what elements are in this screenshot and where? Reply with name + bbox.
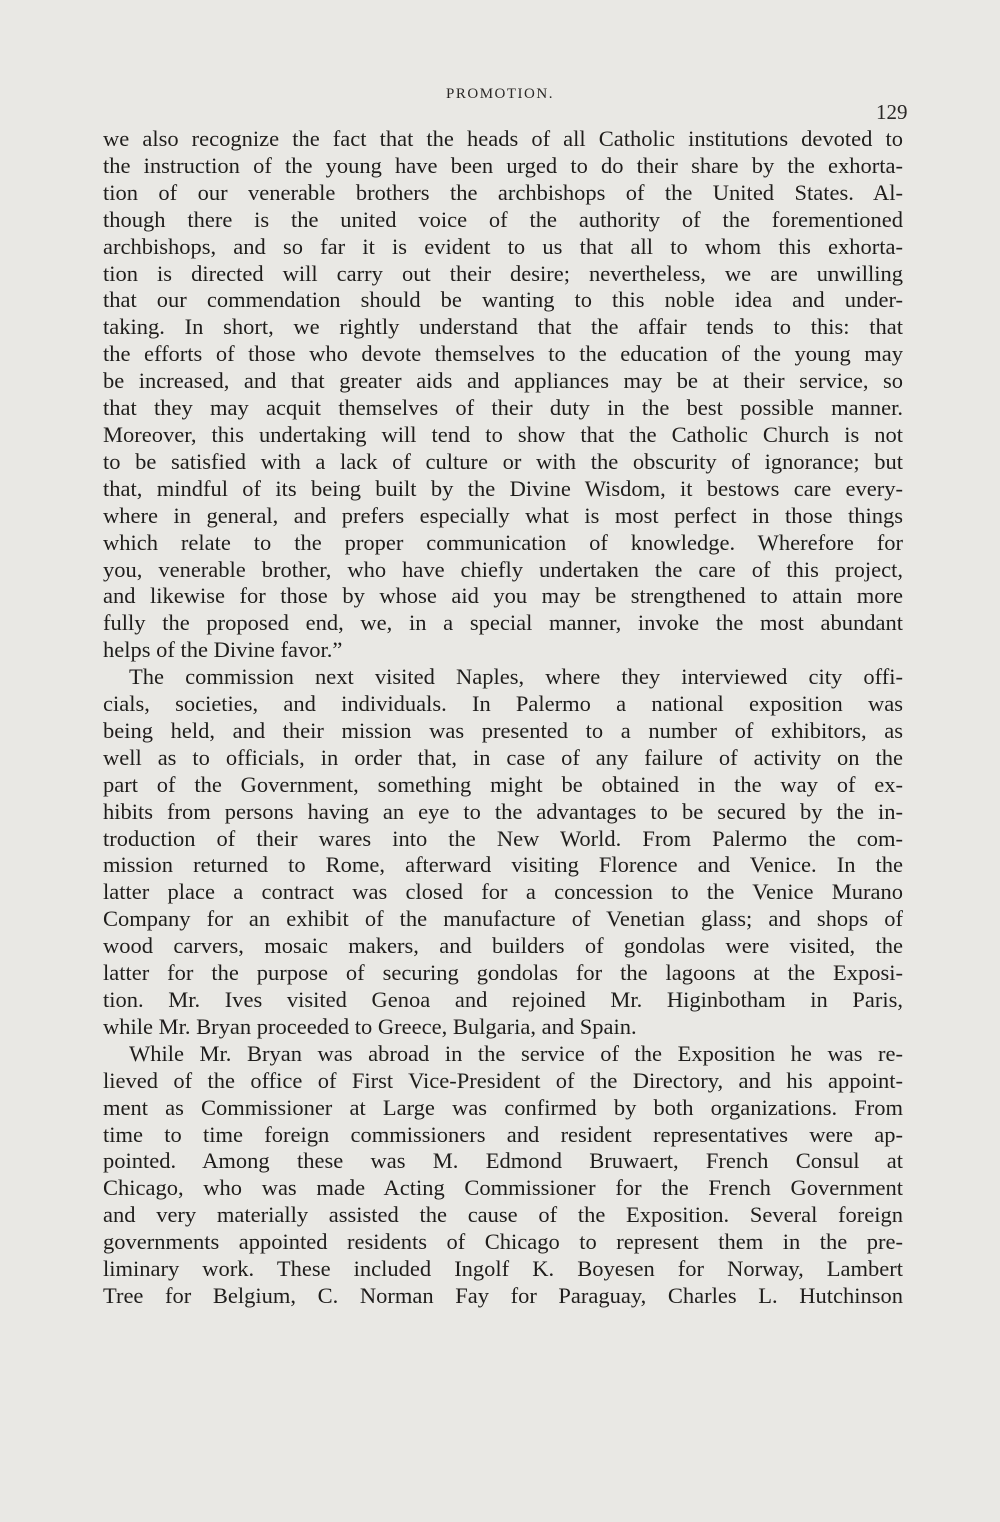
text-line: tion of our venerable brothers the archbishops of the United States. Al- <box>103 179 903 205</box>
text-line: liminary work. These included Ingolf K. Boyesen for Norway, Lambert <box>103 1256 903 1282</box>
text-line: governments appointed residents of Chicago to represent them in the pre- <box>103 1229 903 1255</box>
text-line: Tree for Belgium, C. Norman Fay for Paraguay, Charles L. Hutchinson <box>103 1282 903 1308</box>
text-line: tion. Mr. Ives visited Genoa and rejoined Mr. Higinbotham in Paris, <box>103 987 903 1012</box>
text-line: While Mr. Bryan was abroad in the service of the Exposition he was re- <box>129 1040 903 1066</box>
text-line: though there is the united voice of the authority of the forementioned <box>103 206 903 232</box>
text-line: that our commendation should be wanting to this noble idea and under- <box>103 287 903 313</box>
text-line: that, mindful of its being built by the Divine Wisdom, it bestows care every- <box>103 475 903 501</box>
text-line: lieved of the office of First Vice-President of the Directory, and his appoint- <box>103 1067 903 1093</box>
text-line: the efforts of those who devote themselves to the education of the young may <box>103 341 903 367</box>
text-line: and likewise for those by whose aid you may be strengthened to attain more <box>103 583 903 609</box>
text-line: latter place a contract was closed for a concession to the Venice Murano <box>103 879 903 905</box>
page-number: 129 <box>876 100 908 124</box>
text-line: while Mr. Bryan proceeded to Greece, Bulgaria, and Spain. <box>103 1013 637 1039</box>
text-line: latter for the purpose of securing gondolas for the lagoons at the Exposi- <box>103 960 903 986</box>
text-line: you, venerable brother, who have chiefly undertaken the care of this project, <box>103 556 903 582</box>
text-line: mission returned to Rome, afterward visiting Florence and Venice. In the <box>103 852 903 878</box>
text-line: taking. In short, we rightly understand that the affair tends to this: that <box>103 314 903 340</box>
text-line: which relate to the proper communication of knowledge. Wherefore for <box>103 529 903 555</box>
text-line: well as to officials, in order that, in case of any failure of activity on the <box>103 744 903 770</box>
text-line: part of the Government, something might be obtained in the way of ex- <box>103 771 903 797</box>
body-text <box>103 126 903 1310</box>
text-line: pointed. Among these was M. Edmond Bruwaert, French Consul at <box>103 1148 903 1174</box>
text-line: Moreover, this undertaking will tend to show that the Catholic Church is not <box>103 421 903 447</box>
text-line: and very materially assisted the cause of the Exposition. Several foreign <box>103 1202 903 1228</box>
running-head: PROMOTION. <box>446 86 554 102</box>
text-line: The commission next visited Naples, where they interviewed city offi- <box>129 664 903 690</box>
text-line: the instruction of the young have been urged to do their share by the exhorta- <box>103 152 903 178</box>
text-line: being held, and their mission was presented to a number of exhibitors, as <box>103 717 903 743</box>
text-line: Company for an exhibit of the manufacture of Venetian glass; and shops of <box>103 906 903 932</box>
text-line: cials, societies, and individuals. In Palermo a national exposition was <box>103 691 903 717</box>
text-line: wood carvers, mosaic makers, and builders of gondolas were visited, the <box>103 933 903 959</box>
text-line: hibits from persons having an eye to the advantages to be secured by the in- <box>103 798 903 824</box>
text-line: archbishops, and so far it is evident to us that all to whom this exhorta- <box>103 233 903 259</box>
text-line: tion is directed will carry out their desire; nevertheless, we are unwilling <box>103 260 903 286</box>
text-line: to be satisfied with a lack of culture or with the obscurity of ignorance; but <box>103 448 903 474</box>
text-line: that they may acquit themselves of their duty in the best possible manner. <box>103 395 903 421</box>
text-line: we also recognize the fact that the heads of all Catholic institutions devoted to <box>103 126 903 151</box>
text-line: where in general, and prefers especially what is most perfect in those things <box>103 502 903 528</box>
text-line: be increased, and that greater aids and appliances may be at their service, so <box>103 368 903 394</box>
text-line: ment as Commissioner at Large was confirmed by both organizations. From <box>103 1094 903 1120</box>
text-line: Chicago, who was made Acting Commissioner for the French Government <box>103 1175 903 1201</box>
text-line: helps of the Divine favor.” <box>103 637 343 663</box>
text-line: time to time foreign commissioners and resident representatives were ap- <box>103 1121 903 1147</box>
text-line: troduction of their wares into the New World. From Palermo the com- <box>103 825 903 851</box>
text-line: fully the proposed end, we, in a special manner, invoke the most abundant <box>103 610 903 636</box>
